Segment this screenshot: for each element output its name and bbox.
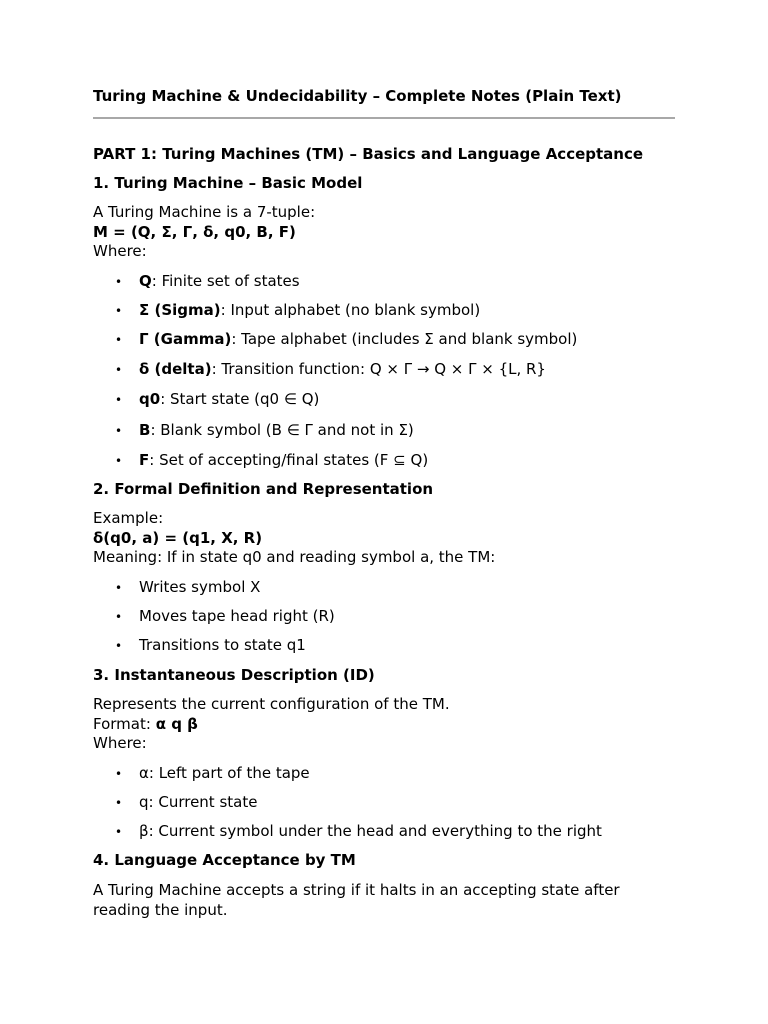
list-item-term: q0 xyxy=(139,390,161,408)
list-item xyxy=(139,272,300,290)
section3-body xyxy=(93,695,675,754)
document-title: Turing Machine & Undecidability – Complete Notes (Plain Text) xyxy=(93,87,622,105)
section2-example xyxy=(93,509,675,568)
list-item xyxy=(139,421,414,439)
format-label: Format: xyxy=(93,714,156,733)
list-item-desc: : Start state (q0 ∈ Q) xyxy=(160,390,320,408)
tuple-definition: M = (Q, Σ, Γ, δ, q0, B, F) xyxy=(93,222,296,241)
list-item-desc: : Blank symbol (B ∈ Γ and not in Σ) xyxy=(150,421,414,439)
example-meaning: Meaning: If in state q0 and reading symbol a, the TM: xyxy=(93,548,496,566)
example-label: Example: xyxy=(93,509,164,527)
list-item xyxy=(139,390,319,408)
intro-line: A Turing Machine is a 7-tuple: xyxy=(93,203,316,221)
section2-heading: 2. Formal Definition and Representation xyxy=(93,480,434,498)
section4-heading: 4. Language Acceptance by TM xyxy=(93,851,356,869)
list-item: • β: Current symbol under the head and everything to the right xyxy=(139,822,602,840)
list-item: • q: Current state xyxy=(139,793,257,811)
list-item-desc: : Tape alphabet (includes Σ and blank symbol) xyxy=(231,330,578,348)
list-item xyxy=(139,301,480,319)
list-item-desc: : Input alphabet (no blank symbol) xyxy=(220,301,481,319)
section1-intro xyxy=(93,203,675,262)
list-item-term: Q xyxy=(139,272,152,290)
id-description: Represents the current configuration of the TM. xyxy=(93,695,450,713)
format-value: α q β xyxy=(155,714,198,733)
list-item-term: B xyxy=(139,421,151,439)
list-item xyxy=(139,330,577,348)
list-item-desc: : Transition function: Q × Γ → Q × Γ × {L, R} xyxy=(211,360,546,378)
section3-heading: 3. Instantaneous Description (ID) xyxy=(93,666,375,684)
section1-heading: 1. Turing Machine – Basic Model xyxy=(93,174,363,192)
list-item-term: Σ (Sigma) xyxy=(139,301,221,319)
list-item: • α: Left part of the tape xyxy=(139,764,310,782)
list-item: • Transitions to state q1 xyxy=(139,636,306,654)
where-label: Where: xyxy=(93,242,147,260)
list-item-desc: : Finite set of states xyxy=(151,272,300,290)
list-item-term: F xyxy=(139,451,150,469)
where-label: Where: xyxy=(93,734,147,752)
list-item-term: Γ (Gamma) xyxy=(139,330,232,348)
list-item-desc: : Set of accepting/final states (F ⊆ Q) xyxy=(149,451,429,469)
list-item xyxy=(139,360,546,378)
example-transition: δ(q0, a) = (q1, X, R) xyxy=(93,528,263,547)
part1-heading: PART 1: Turing Machines (TM) – Basics and Language Acceptance xyxy=(93,145,644,163)
list-item: • Moves tape head right (R) xyxy=(139,607,335,625)
title-divider xyxy=(93,117,675,119)
list-item xyxy=(139,451,428,469)
list-item-term: δ (delta) xyxy=(139,360,212,378)
section4-paragraph: A Turing Machine accepts a string if it halts in an accepting state after reading the input. xyxy=(93,881,620,919)
list-item: • Writes symbol X xyxy=(139,578,260,596)
